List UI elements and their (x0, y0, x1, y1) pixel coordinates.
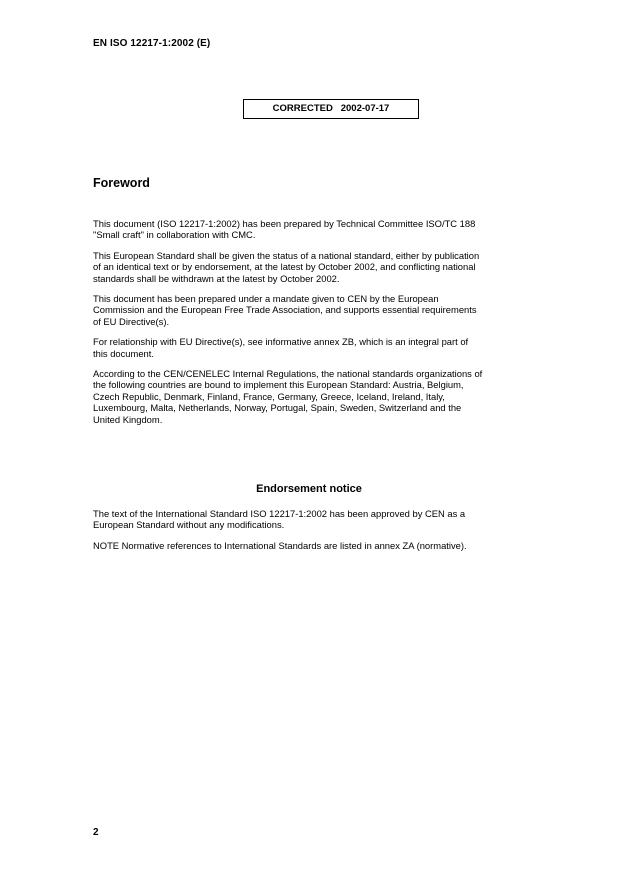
foreword-paragraph-mandate: This document has been prepared under a mandate given to CEN by the European Commission and the European Free Trade Association, and supports essential requirements of EU Directive(s). (93, 293, 477, 327)
foreword-paragraph-prepared-by: This document (ISO 12217-1:2002) has been prepared by Technical Committee ISO/TC 188 "Small craft" in collaboration with CMC. (93, 218, 476, 241)
endorsement-section (93, 508, 533, 560)
foreword-paragraph-regulations: According to the CEN/CENELEC Internal Regulations, the national standards organizations of the following countries are bound to implement this European Standard: Austria, Belgium, Czech Republic, Denmark, Finland, France, Germany, Greece, Iceland, Ireland, Italy, Luxembourg, Malta, Netherlands, Norway, Portugal, Spain, Sweden, Switzerland and the United Kingdom. (93, 368, 483, 425)
page-number: 2 (93, 827, 99, 838)
foreword-heading: Foreword (93, 176, 150, 190)
endorsement-paragraph-approval: The text of the International Standard ISO 12217-1:2002 has been approved by CEN as a European Standard without any modifications. (93, 508, 466, 531)
foreword-paragraph-relationship: For relationship with EU Directive(s), see informative annex ZB, which is an integral part of this document. (93, 336, 469, 359)
document-header: EN ISO 12217-1:2002 (E) (93, 38, 211, 49)
foreword-paragraph-status: This European Standard shall be given the status of a national standard, either by publication of an identical text or by endorsement, at the latest by October 2002, and conflicting national standards shall be withdrawn at the latest by October 2002. (93, 249, 480, 284)
corrected-notice-box: CORRECTED 2002-07-17 (243, 99, 419, 119)
endorsement-heading: Endorsement notice (256, 483, 362, 495)
foreword-section (93, 218, 533, 434)
endorsement-note: NOTE Normative references to International Standards are listed in annex ZA (normative). (93, 539, 467, 551)
